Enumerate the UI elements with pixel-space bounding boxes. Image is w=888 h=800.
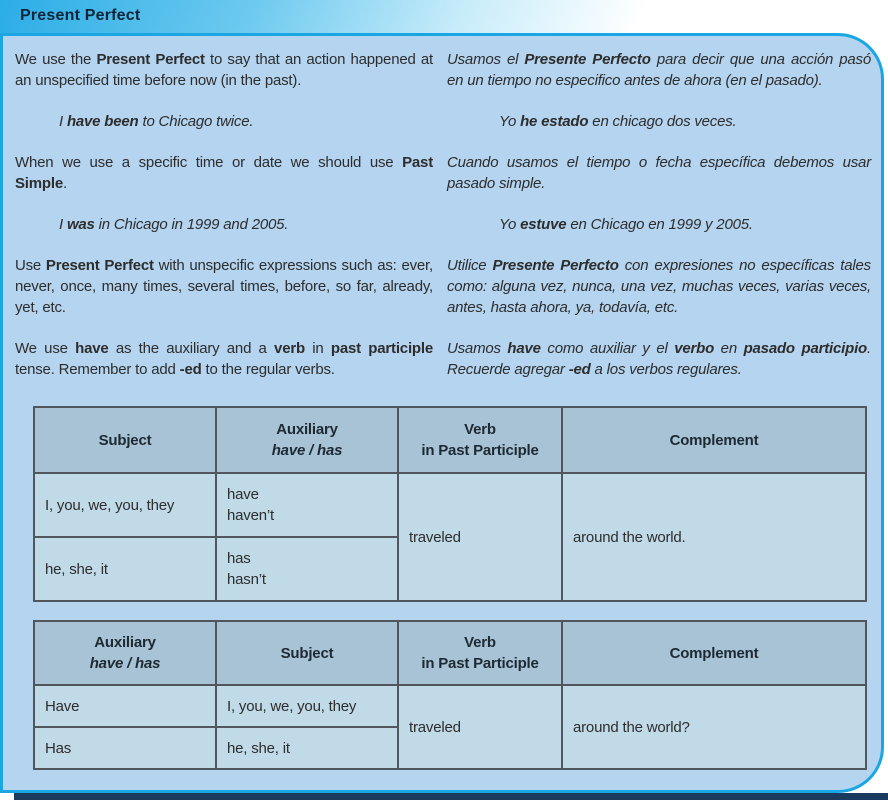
header-subtitle: in Past Participle (421, 655, 539, 672)
cell-verb: traveled (398, 685, 562, 769)
header-title: Complement (669, 644, 759, 662)
cell-aux-have: Have (34, 685, 216, 727)
paragraph-auxiliary-rule-es: Usamos have como auxiliar y el verbo en pasado participio. Recuerde agregar -ed a los verbos regulares. (447, 340, 871, 378)
header-cell-subject (216, 621, 398, 685)
paragraph-past-simple-rule: When we use a specific time or date we should use Past Simple. (15, 154, 433, 192)
header-title: Verb (464, 421, 496, 438)
title-band (0, 0, 888, 34)
content-columns (3, 36, 881, 400)
cell-aux-have (216, 473, 398, 537)
cell-complement: around the world? (562, 685, 866, 769)
cell-complement: around the world. (562, 473, 866, 601)
cell-aux-has (216, 537, 398, 601)
cell-subject-plural: I, you, we, you, they (216, 685, 398, 727)
header-subtitle: have / has (89, 655, 161, 672)
paragraph-usage-rule-es: Usamos el Presente Perfecto para decir que una acción pasó en un tiempo no especifico antes de ahora (en el pasado). (447, 51, 871, 89)
paragraph-expressions-rule-es: Utilice Presente Perfecto con expresiones no específicas tales como: alguna vez, nunca, una vez, muchas veces, varias veces, antes, hasta ahora, ya, todavía, etc. (447, 257, 871, 316)
question-structure-table (33, 620, 867, 770)
cell-subject-singular: he, she, it (216, 727, 398, 769)
cell-verb: traveled (398, 473, 562, 601)
page-title: Present Perfect (20, 7, 141, 24)
aux-negative: hasn’t (227, 571, 266, 588)
header-cell-verb (398, 621, 562, 685)
header-subtitle: have / has (271, 442, 343, 459)
english-column (15, 49, 433, 400)
header-title: Complement (669, 431, 759, 449)
column-gap (433, 49, 447, 400)
header-title: Subject (98, 431, 152, 449)
header-title: Verb (464, 634, 496, 651)
header-cell-complement (562, 407, 866, 473)
header-title: Subject (280, 644, 334, 662)
header-title: Auxiliary (94, 634, 156, 651)
aux-positive: has (227, 550, 251, 567)
cell-subject-plural: I, you, we, you, they (34, 473, 216, 537)
example-sentence: I was in Chicago in 1999 and 2005. (59, 216, 289, 233)
content-box (0, 33, 884, 793)
header-cell-complement (562, 621, 866, 685)
example-sentence: I have been to Chicago twice. (59, 113, 254, 130)
paragraph-auxiliary-rule: We use have as the auxiliary and a verb in past participle tense. Remember to add -ed to the regular verbs. (15, 340, 433, 378)
header-cell-auxiliary (34, 621, 216, 685)
header-cell-subject (34, 407, 216, 473)
cell-subject-singular: he, she, it (34, 537, 216, 601)
header-cell-verb (398, 407, 562, 473)
bottom-navy-bar (14, 793, 888, 800)
aux-positive: have (227, 486, 259, 503)
cell-aux-has: Has (34, 727, 216, 769)
example-sentence-es: Yo he estado en chicago dos veces. (499, 113, 737, 130)
spanish-column (447, 49, 871, 400)
header-cell-auxiliary (216, 407, 398, 473)
example-sentence-es: Yo estuve en Chicago en 1999 y 2005. (499, 216, 753, 233)
paragraph-past-simple-rule-es: Cuando usamos el tiempo o fecha específica debemos usar pasado simple. (447, 154, 871, 192)
statement-structure-table (33, 406, 867, 602)
header-title: Auxiliary (276, 421, 338, 438)
aux-negative: haven’t (227, 507, 274, 524)
header-subtitle: in Past Participle (421, 442, 539, 459)
paragraph-expressions-rule: Use Present Perfect with unspecific expressions such as: ever, never, once, many times, several times, before, so far, already, yet, etc. (15, 257, 433, 316)
paragraph-usage-rule: We use the Present Perfect to say that an action happened at an unspecified time before now (in the past). (15, 51, 433, 89)
